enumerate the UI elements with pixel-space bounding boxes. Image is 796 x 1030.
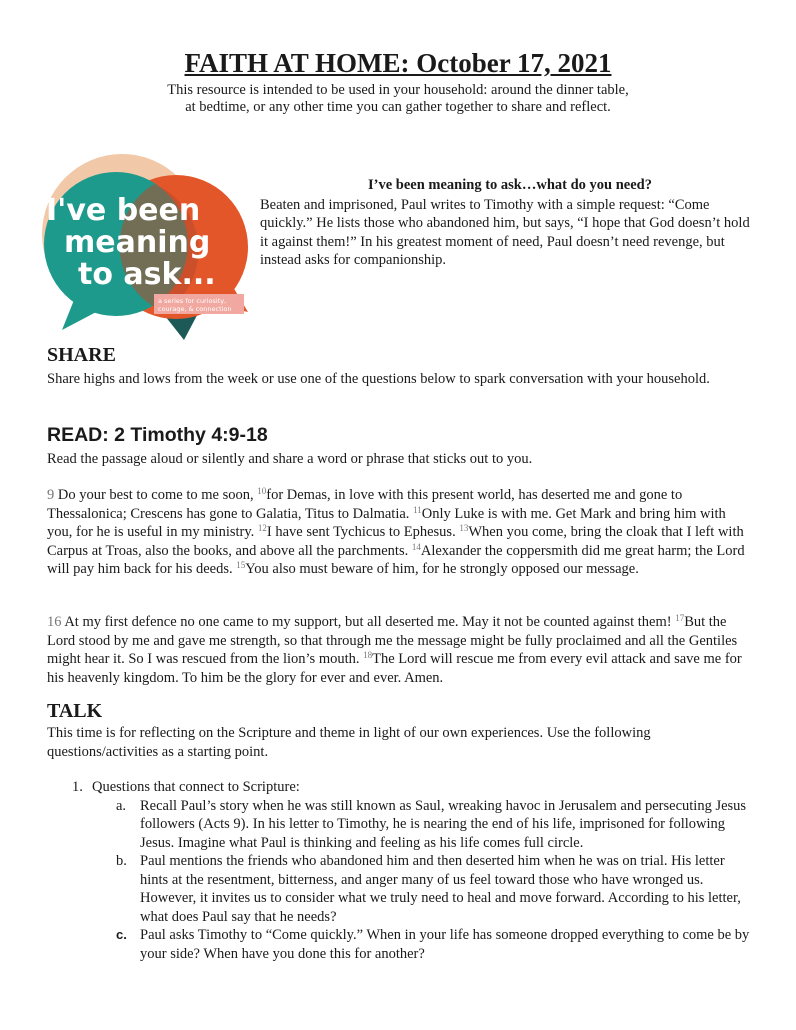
share-heading: SHARE (47, 344, 116, 366)
verse-number: 16 (47, 614, 65, 630)
feature-block (260, 176, 760, 270)
list-item-label: Questions that connect to Scripture: (92, 779, 300, 795)
talk-list (72, 778, 752, 963)
verse-number: 11 (413, 504, 422, 515)
logo-line-2: meaning (64, 225, 211, 260)
verse-number: 18 (363, 650, 373, 660)
verse-text: When you come, bring the cloak that I left with Carpus at Troas, also the books, and above all the parchments. (47, 524, 744, 559)
verse-number: 14 (411, 541, 421, 552)
intro-line-1: This resource is intended to be used in your household: around the dinner table, (167, 82, 629, 98)
sub-list-text: Paul asks Timothy to “Come quickly.” When in your life has someone dropped everything to come be by your side? When have you done this for another? (140, 927, 750, 962)
passage-paragraph-1 (47, 486, 747, 579)
intro-line-2: at bedtime, or any other time you can gather together to share and reflect. (185, 99, 611, 115)
read-heading: READ: 2 Timothy 4:9-18 (47, 424, 268, 446)
verse-number: 15 (236, 560, 246, 570)
read-instruction: Read the passage aloud or silently and share a word or phrase that sticks out to you. (47, 451, 533, 467)
sub-list (116, 797, 752, 964)
verse-text: for Demas, in love with this present world, has deserted me and gone to Thessalonica; Crescens has gone to Galatia, Titus to Dalmatia. (47, 487, 683, 522)
intro-text (0, 82, 796, 116)
verse-text: Only Luke is with me. Get Mark and bring him with you, for he is useful in my ministry. (47, 505, 726, 540)
verse-text: The Lord will rescue me from every evil attack and save me for his heavenly kingdom. To him be the glory for ever and ever. Amen. (47, 651, 742, 686)
verse-number: 17 (675, 613, 685, 623)
feature-body: Beaten and imprisoned, Paul writes to Timothy with a simple request: “Come quickly.” He lists those who abandoned him, but says, “I hope that God doesn’t hold it against them!” In his greatest moment of need, Paul doesn’t need revenge, but instead asks for companionship. (260, 196, 750, 268)
sub-list-item (116, 852, 752, 926)
sub-list-letter: b. (116, 853, 127, 869)
verse-text: Do your best to come to me soon, (57, 487, 258, 503)
sub-list-text: Paul mentions the friends who abandoned him and then deserted him when he was on trial. His letter hints at the resentment, bitterness, and anger many of us feel toward those who have wronged us. However, it invites us to consider what we truly need to heal and move forward. According to his letter, what does Paul say that he needs? (140, 853, 741, 925)
sub-list-text: Recall Paul’s story when he was still known as Saul, wreaking havoc in Jerusalem and persecuting Jesus followers (Acts 9). In his letter to Timothy, he is nearing the end of his life, imprisoned for following Jesus. Imagine what Paul is thinking and feeling as his life comes full circle. (140, 797, 747, 851)
verse-text: I have sent Tychicus to Ephesus. (266, 524, 460, 540)
logo-line-1: I've been (46, 193, 201, 228)
verse-text: But the Lord stood by me and gave me strength, so that through me the message might be fully proclaimed and all the Gentiles might hear it. So I was rescued from the lion’s mouth. (47, 614, 738, 667)
logo-line-3: to ask... (78, 257, 216, 292)
verse-text: At my first defence no one came to my support, but all deserted me. May it not be counted against them! (64, 614, 676, 630)
sub-list-item (116, 797, 752, 853)
passage-paragraph-2 (47, 613, 747, 687)
logo-tagline-1: a series for curiosity, (158, 297, 227, 305)
verse-number: 12 (257, 523, 267, 533)
verse-text: Alexander the coppersmith did me great harm; the Lord will pay him back for his deeds. (47, 542, 745, 577)
sub-list-letter: a. (116, 797, 127, 814)
sub-list-item (116, 926, 752, 963)
feature-heading: I’ve been meaning to ask…what do you need? (368, 177, 652, 193)
verse-number: 10 (257, 486, 267, 496)
logo-tagline-2: courage, & connection (158, 305, 232, 313)
series-logo (34, 152, 250, 342)
list-item-number: 1. (72, 779, 83, 795)
list-item (72, 778, 752, 797)
verse-number: 13 (459, 523, 469, 533)
verse-number: 9 (47, 487, 58, 503)
sub-list-letter: c. (116, 927, 127, 942)
share-body: Share highs and lows from the week or use one of the questions below to spark conversation with your household. (47, 371, 710, 387)
talk-heading: TALK (47, 700, 103, 722)
verse-text: You also must beware of him, for he strongly opposed our message. (245, 561, 639, 577)
talk-body: This time is for reflecting on the Scripture and theme in light of our own experiences. Use the following questions/activities as a starting point. (47, 725, 651, 760)
page-title: FAITH AT HOME: October 17, 2021 (184, 48, 612, 78)
